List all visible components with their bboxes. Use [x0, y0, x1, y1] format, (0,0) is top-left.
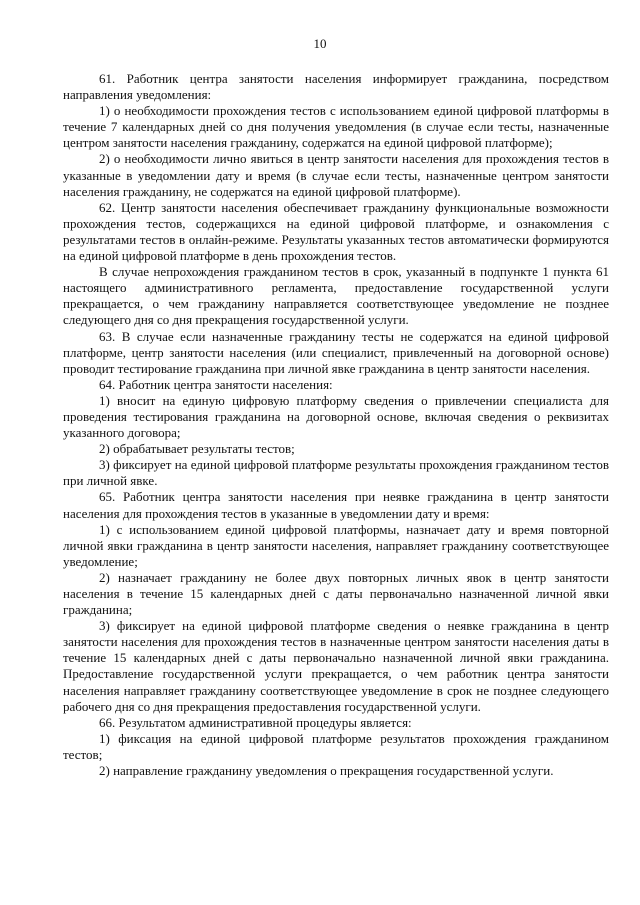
- paragraph-65-item-3: 3) фиксирует на единой цифровой платформе сведения о неявке гражданина в центр занятости населения для прохождения тестов в назначенные центром занятости населения даты в течение 15 календарных дней с даты первоначально назначенной личной явки гражданина. Предоставление государственной услуги прекращается, о чем работник центра занятости населения направляет гражданину соответствующее уведомление в срок не позднее следующего рабочего дня со дня прекращения предоставления государственной услуги.: [63, 618, 609, 714]
- paragraph-62-continuation: В случае непрохождения гражданином тестов в срок, указанный в подпункте 1 пункта 61 настоящего административного регламента, предоставление государственной услуги прекращается, о чем гражданину направляется соответствующее уведомление не позднее следующего дня со дня прекращения государственной услуги.: [63, 264, 609, 328]
- paragraph-62: 62. Центр занятости населения обеспечивает гражданину функциональные возможности прохождения тестов, содержащихся на единой цифровой платформе, и ознакомления с результатами тестов в онлайн-режиме. Результаты указанных тестов автоматически формируются на единой цифровой платформе в день прохождения тестов.: [63, 199, 609, 264]
- paragraph-66-item-1: 1) фиксация на единой цифровой платформе результатов прохождения гражданином тестов;: [63, 730, 609, 762]
- paragraph-65-item-1: 1) с использованием единой цифровой платформы, назначает дату и время повторной личной явки гражданина в центр занятости населения, направляет гражданину соответствующее уведомление;: [63, 521, 609, 569]
- paragraph-64-item-2: 2) обрабатывает результаты тестов;: [99, 441, 295, 457]
- paragraph-64: 64. Работник центра занятости населения:: [99, 376, 333, 392]
- paragraph-61: 61. Работник центра занятости населения информирует гражданина, посредством направления уведомления:: [63, 71, 609, 103]
- paragraph-64-item-1: 1) вносит на единую цифровую платформу сведения о привлечении специалиста для проведения тестирования гражданина на договорной основе, включая сведения о реквизитах указанного договора;: [63, 392, 609, 441]
- paragraph-61-item-2: 2) о необходимости лично явиться в центр занятости населения для прохождения тестов в указанные в уведомлении дату и время (в случае если тесты, назначенные центром занятости населения гражданину, не содержатся на единой цифровой платформе).: [63, 151, 609, 199]
- document-body: [63, 71, 609, 779]
- paragraph-65: 65. Работник центра занятости населения при неявке гражданина в центр занятости населения для прохождения тестов в указанные в уведомлении дату и время:: [63, 489, 609, 521]
- paragraph-63: 63. В случае если назначенные гражданину тесты не содержатся на единой цифровой платформе, центр занятости населения (или специалист, привлеченный на договорной основе) проводит тестирование гражданина при личной явке гражданина в центр занятости населения.: [63, 328, 609, 376]
- paragraph-65-item-2: 2) назначает гражданину не более двух повторных личных явок в центр занятости населения в течение 15 календарных дней с даты первоначально назначенной личной явки гражданина;: [63, 569, 609, 618]
- paragraph-66: 66. Результатом административной процедуры является:: [99, 714, 412, 730]
- page-number: 10: [313, 36, 327, 51]
- paragraph-61-item-1: 1) о необходимости прохождения тестов с использованием единой цифровой платформы в течение 7 календарных дней со дня получения уведомления (в случае если тесты, назначенные центром занятости населения гражданину, содержатся на единой цифровой платформе);: [63, 103, 609, 151]
- paragraph-66-item-2: 2) направление гражданину уведомления о прекращения государственной услуги.: [99, 763, 554, 779]
- paragraph-64-item-3: 3) фиксирует на единой цифровой платформе результаты прохождения гражданином тестов при личной явке.: [63, 457, 609, 489]
